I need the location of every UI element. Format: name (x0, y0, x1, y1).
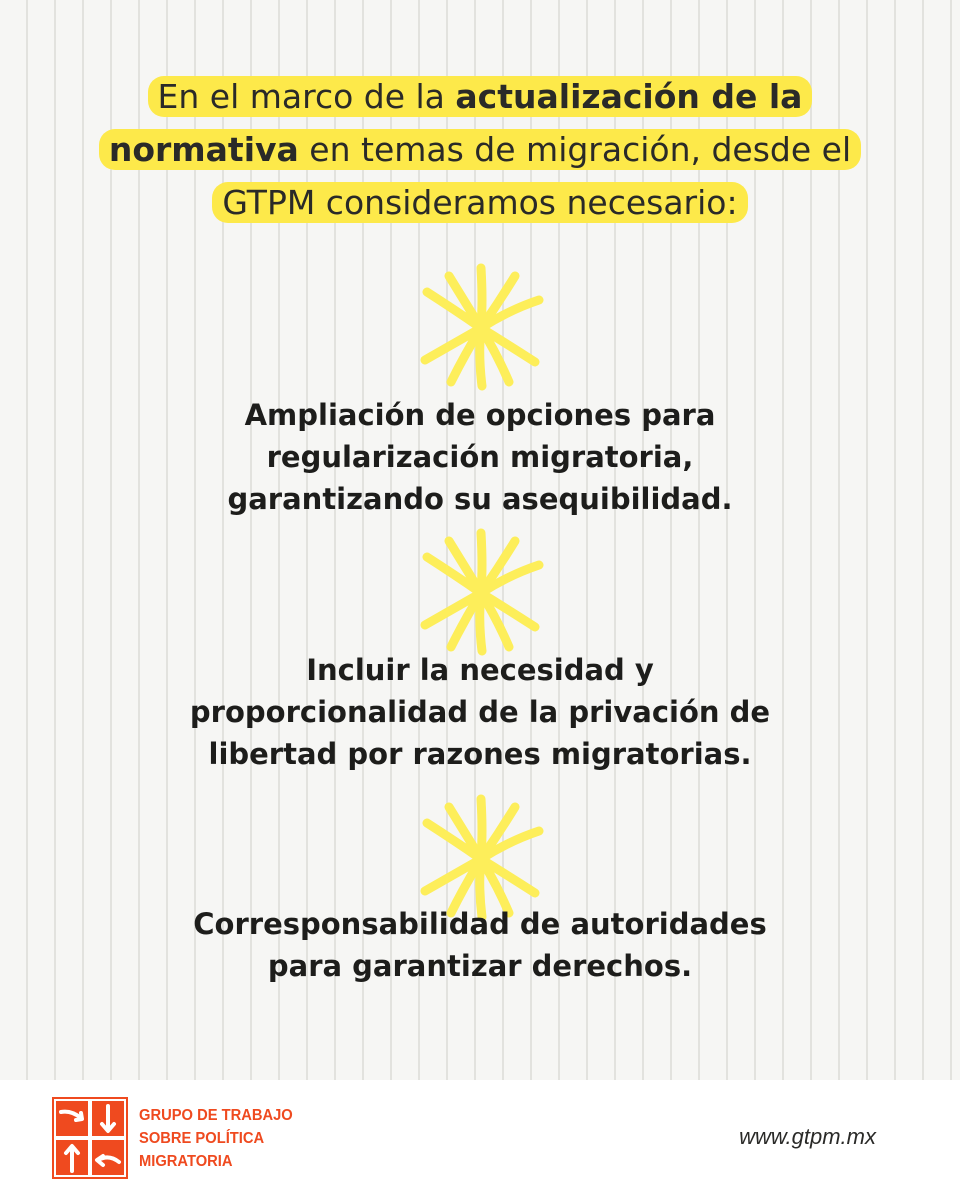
header-line-3-text: GTPM consideramos necesario: (222, 183, 738, 222)
item-2 (80, 649, 880, 775)
item-1-line-2: regularización migratoria, (266, 440, 694, 474)
item-1 (80, 394, 880, 520)
header-line-2-rest: en temas de migración, desde el (298, 130, 852, 169)
item-3-line-1: Corresponsabilidad de autoridades (193, 907, 767, 941)
header-intro: En el marco de la (157, 77, 456, 116)
org-name (139, 1104, 293, 1173)
header-line-3 (212, 182, 747, 223)
item-3-line-2: para garantizar derechos. (267, 949, 693, 983)
header (0, 70, 960, 229)
org-name-line-2: SOBRE POLÍTICA (139, 1130, 265, 1147)
header-emphasis-2: normativa (108, 130, 299, 169)
header-line-2 (99, 129, 861, 170)
header-line-1 (148, 76, 813, 117)
header-text (99, 70, 861, 229)
asterisk-star-icon (415, 262, 547, 394)
item-1-line-1: Ampliación de opciones para (244, 398, 716, 432)
asterisk-star-icon (415, 527, 547, 659)
website-url: www.gtpm.mx (739, 1124, 876, 1149)
item-3 (80, 903, 880, 987)
item-2-line-2: proporcionalidad de la privación de (189, 695, 771, 729)
org-name-line-3: MIGRATORIA (139, 1153, 233, 1170)
item-2-line-3: libertad por razones migratorias. (208, 737, 752, 771)
item-1-line-3: garantizando su asequibilidad. (227, 482, 733, 516)
gtpm-logo-icon (51, 1096, 129, 1180)
header-emphasis-1: actualización de la (455, 77, 803, 116)
org-name-line-1: GRUPO DE TRABAJO (139, 1107, 293, 1124)
item-2-line-1: Incluir la necesidad y (306, 653, 654, 687)
